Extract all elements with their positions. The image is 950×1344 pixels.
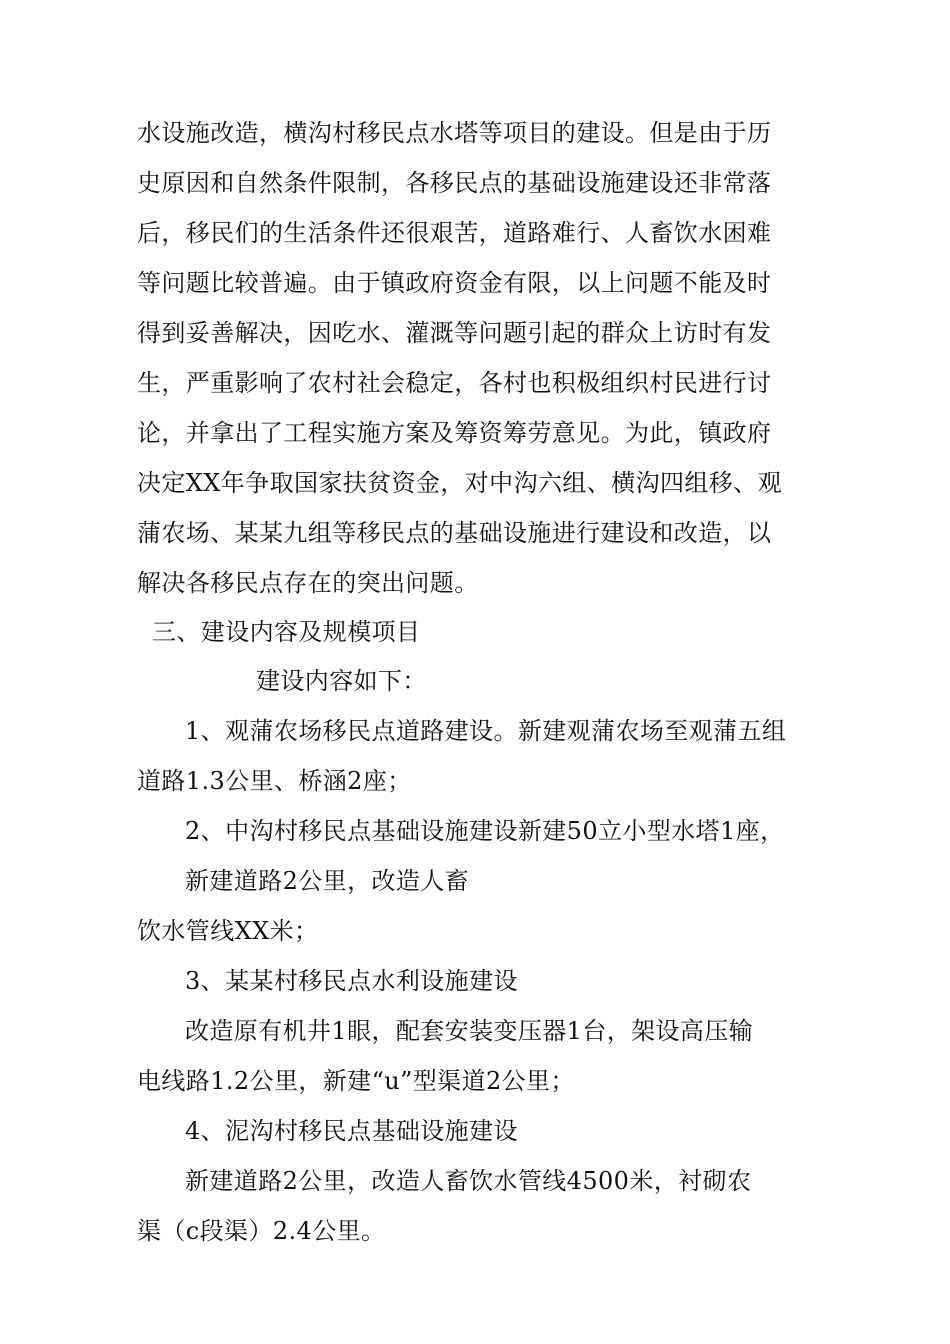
- list-item-continuation: 饮水管线XX米；: [137, 917, 319, 945]
- paragraph-line: 论，并拿出了工程实施方案及筹资筹劳意见。为此，镇政府: [137, 419, 772, 447]
- section-heading: 三、建设内容及规模项目: [152, 618, 421, 646]
- list-item-continuation: 新建道路2公里，改造人畜: [185, 867, 470, 895]
- paragraph-line: 解决各移民点存在的突出问题。: [137, 569, 479, 597]
- paragraph-line: 后，移民们的生活条件还很艰苦，道路难行、人畜饮水困难: [137, 219, 772, 247]
- paragraph-line: 水设施改造，横沟村移民点水塔等项目的建设。但是由于历: [137, 119, 772, 147]
- list-item: 1、观蒲农场移民点道路建设。新建观蒲农场至观蒲五组: [185, 717, 787, 745]
- list-item-detail: 改造原有机井1眼，配套安装变压器1台，架设高压输: [185, 1017, 754, 1045]
- paragraph-line: 生，严重影响了农村社会稳定，各村也积极组织村民进行讨: [137, 369, 772, 397]
- list-item-continuation: 道路1.3公里、桥涵2座；: [137, 767, 412, 795]
- paragraph-line: 得到妥善解决，因吃水、灌溉等问题引起的群众上访时有发: [137, 319, 772, 347]
- list-item-detail: 渠（c段渠）2.4公里。: [137, 1217, 386, 1245]
- list-item-detail: 新建道路2公里，改造人畜饮水管线4500米，衬砌农: [185, 1167, 752, 1195]
- paragraph-line: 蒲农场、某某九组等移民点的基础设施进行建设和改造，以: [137, 519, 772, 547]
- list-item: 4、泥沟村移民点基础设施建设: [185, 1117, 518, 1145]
- paragraph-line: 史原因和自然条件限制，各移民点的基础设施建设还非常落: [137, 169, 772, 197]
- list-item: 2、中沟村移民点基础设施建设新建50立小型水塔1座，: [185, 817, 785, 845]
- paragraph-line: 决定XX年争取国家扶贫资金，对中沟六组、横沟四组移、观: [137, 469, 782, 497]
- subheading: 建设内容如下：: [256, 667, 427, 695]
- list-item: 3、某某村移民点水利设施建设: [185, 967, 518, 995]
- paragraph-line: 等问题比较普遍。由于镇政府资金有限，以上问题不能及时: [137, 269, 772, 297]
- list-item-detail: 电线路1.2公里，新建“u”型渠道2公里；: [137, 1067, 575, 1095]
